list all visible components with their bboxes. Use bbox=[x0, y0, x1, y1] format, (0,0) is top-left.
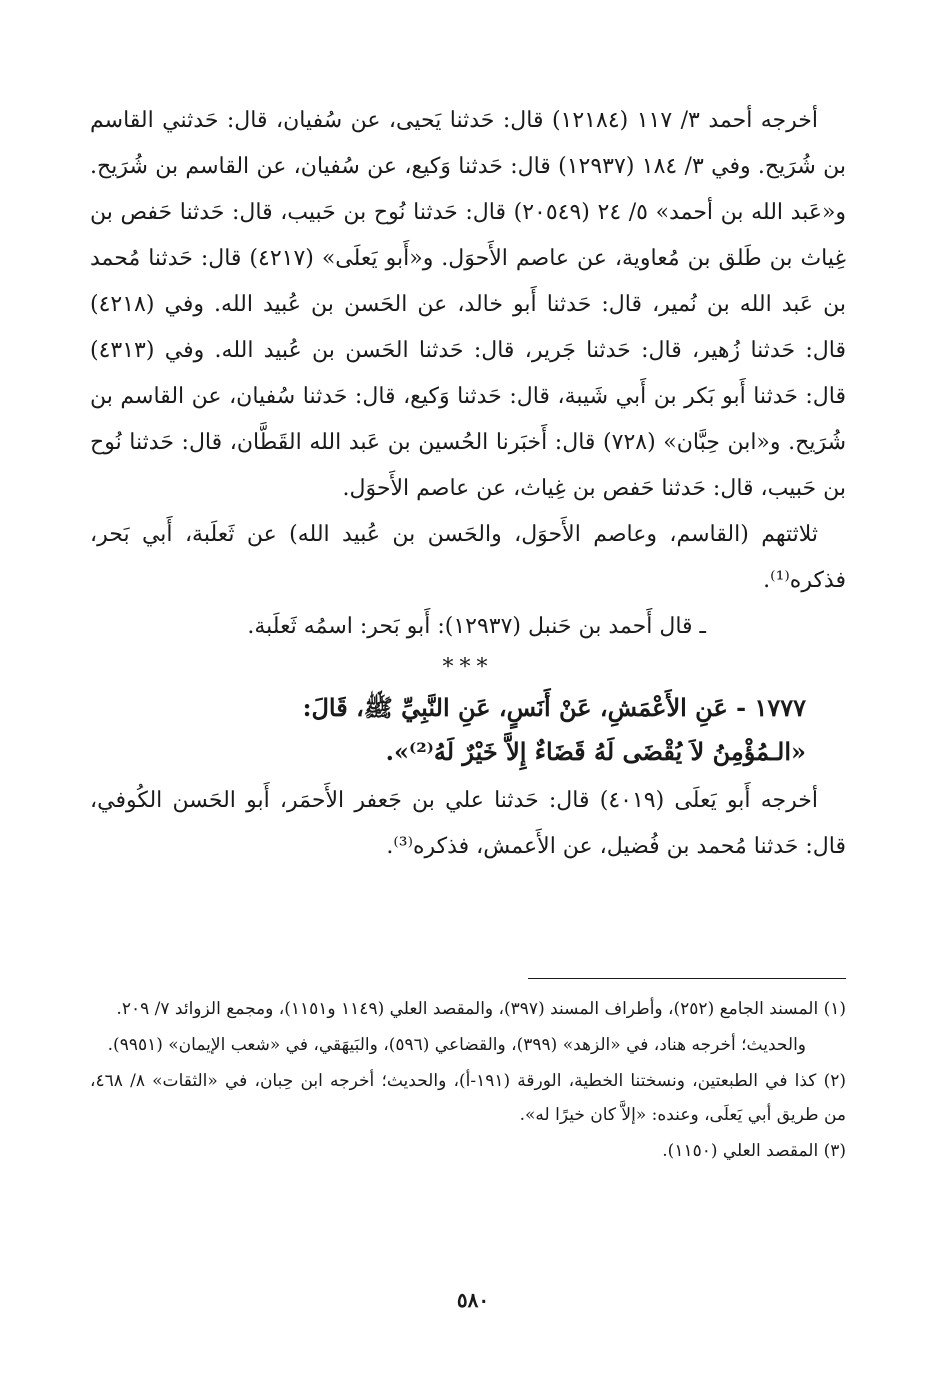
page-number: ٥٨٠ bbox=[456, 1288, 490, 1312]
footnote-separator bbox=[528, 978, 846, 979]
main-text bbox=[90, 98, 846, 870]
summary-paragraph: ثلاثتهم (القاسم، وعاصم الأَحوَل، والحَسن بن عُبيد الله) عن ثَعلَبة، أَبي بَحر، فذكره⁽¹⁾. bbox=[90, 522, 846, 593]
hadith-matn: «الـمُؤْمِنُ لاَ يُقْضَى لَهُ قَضَاءٌ إِلاَّ خَيْرٌ لَهُ⁽²⁾». bbox=[385, 737, 806, 766]
takhrij-paragraph: أخرجه أحمد ٣/ ١١٧ (١٢١٨٤) قال: حَدثنا يَحيى، عن سُفيان، قال: حَدثني القاسم بن شُرَيح. وفي ٣/ ١٨٤ (١٢٩٣٧) قال: حَدثنا وَكيع، عن سُفيان، عن القاسم بن شُرَيح. و«عَبد الله بن أحمد» ٥/ ٢٤ (٢٠٥٤٩) قال: حَدثنا نُوح بن حَبيب، قال: حَدثنا حَفص بن غِياث بن طَلق بن مُعاوية، عن عاصم الأَحوَل. و«أَبو يَعلَى» (٤٢١٧) قال: حَدثنا مُحمد بن عَبد الله بن نُمير، قال: حَدثنا أَبو خالد، عن الحَسن بن عُبيد الله. وفي (٤٢١٨) قال: حَدثنا زُهير، قال: حَدثنا جَرير، قال: حَدثنا الحَسن بن عُبيد الله. وفي (٤٣١٣) قال: حَدثنا أَبو بَكر بن أَبي شَيبة، قال: حَدثنا وَكيع، قال: حَدثنا سُفيان، عن القاسم بن شُرَيح. و«ابن حِبَّان» (٧٢٨) قال: أَخبَرنا الحُسين بن عَبد الله القَطَّان، قال: حَدثنا نُوح بن حَبيب، قال: حَدثنا حَفص بن غِياث، عن عاصم الأَحوَل. bbox=[90, 108, 847, 501]
footnote-2: (٢) كذا في الطبعتين، ونسختنا الخطية، الورقة (١٩١-أ)، والحديث؛ أخرجه ابن حِبان، في «الثقات» ٨/ ٤٦٨، من طريق أبي يَعلَى، وعنده: «إلاَّ كان خيرًا له». bbox=[90, 1071, 846, 1125]
footnotes bbox=[90, 992, 846, 1170]
footnote-1-continuation: والحديث؛ أخرجه هناد، في «الزهد» (٣٩٩)، والقضاعي (٥٩٦)، والبَيهَقي، في «شعب الإيمان» (٩٩٥١). bbox=[107, 1035, 806, 1055]
takhrij-paragraph-2: أخرجه أَبو يَعلَى (٤٠١٩) قال: حَدثنا علي بن جَعفر الأَحمَر، أَبو الحَسن الكُوفي، قال: حَدثنا مُحمد بن فُضيل، عن الأَعمش، فذكره⁽³⁾. bbox=[90, 788, 846, 859]
narrator-note: ـ قال أَحمد بن حَنبل (١٢٩٣٧): أَبو بَحر: اسمُه ثَعلَبة. bbox=[247, 614, 706, 639]
footnote-3: (٣) المقصد العلي (١١٥٠). bbox=[662, 1141, 846, 1161]
footnote-1: (١) المسند الجامع (٢٥٢)، وأطراف المسند (٣٩٧)، والمقصد العلي (١١٤٩ و١١٥١)، ومجمع الزوائد ٧/ ٢٠٩. bbox=[116, 999, 846, 1019]
section-separator-stars: *** bbox=[442, 655, 494, 680]
hadith-chain: ١٧٧٧ - عَنِ الأَعْمَشِ، عَنْ أَنَسٍ، عَنِ النَّبِيِّ ﷺ، قَالَ: bbox=[302, 693, 806, 722]
